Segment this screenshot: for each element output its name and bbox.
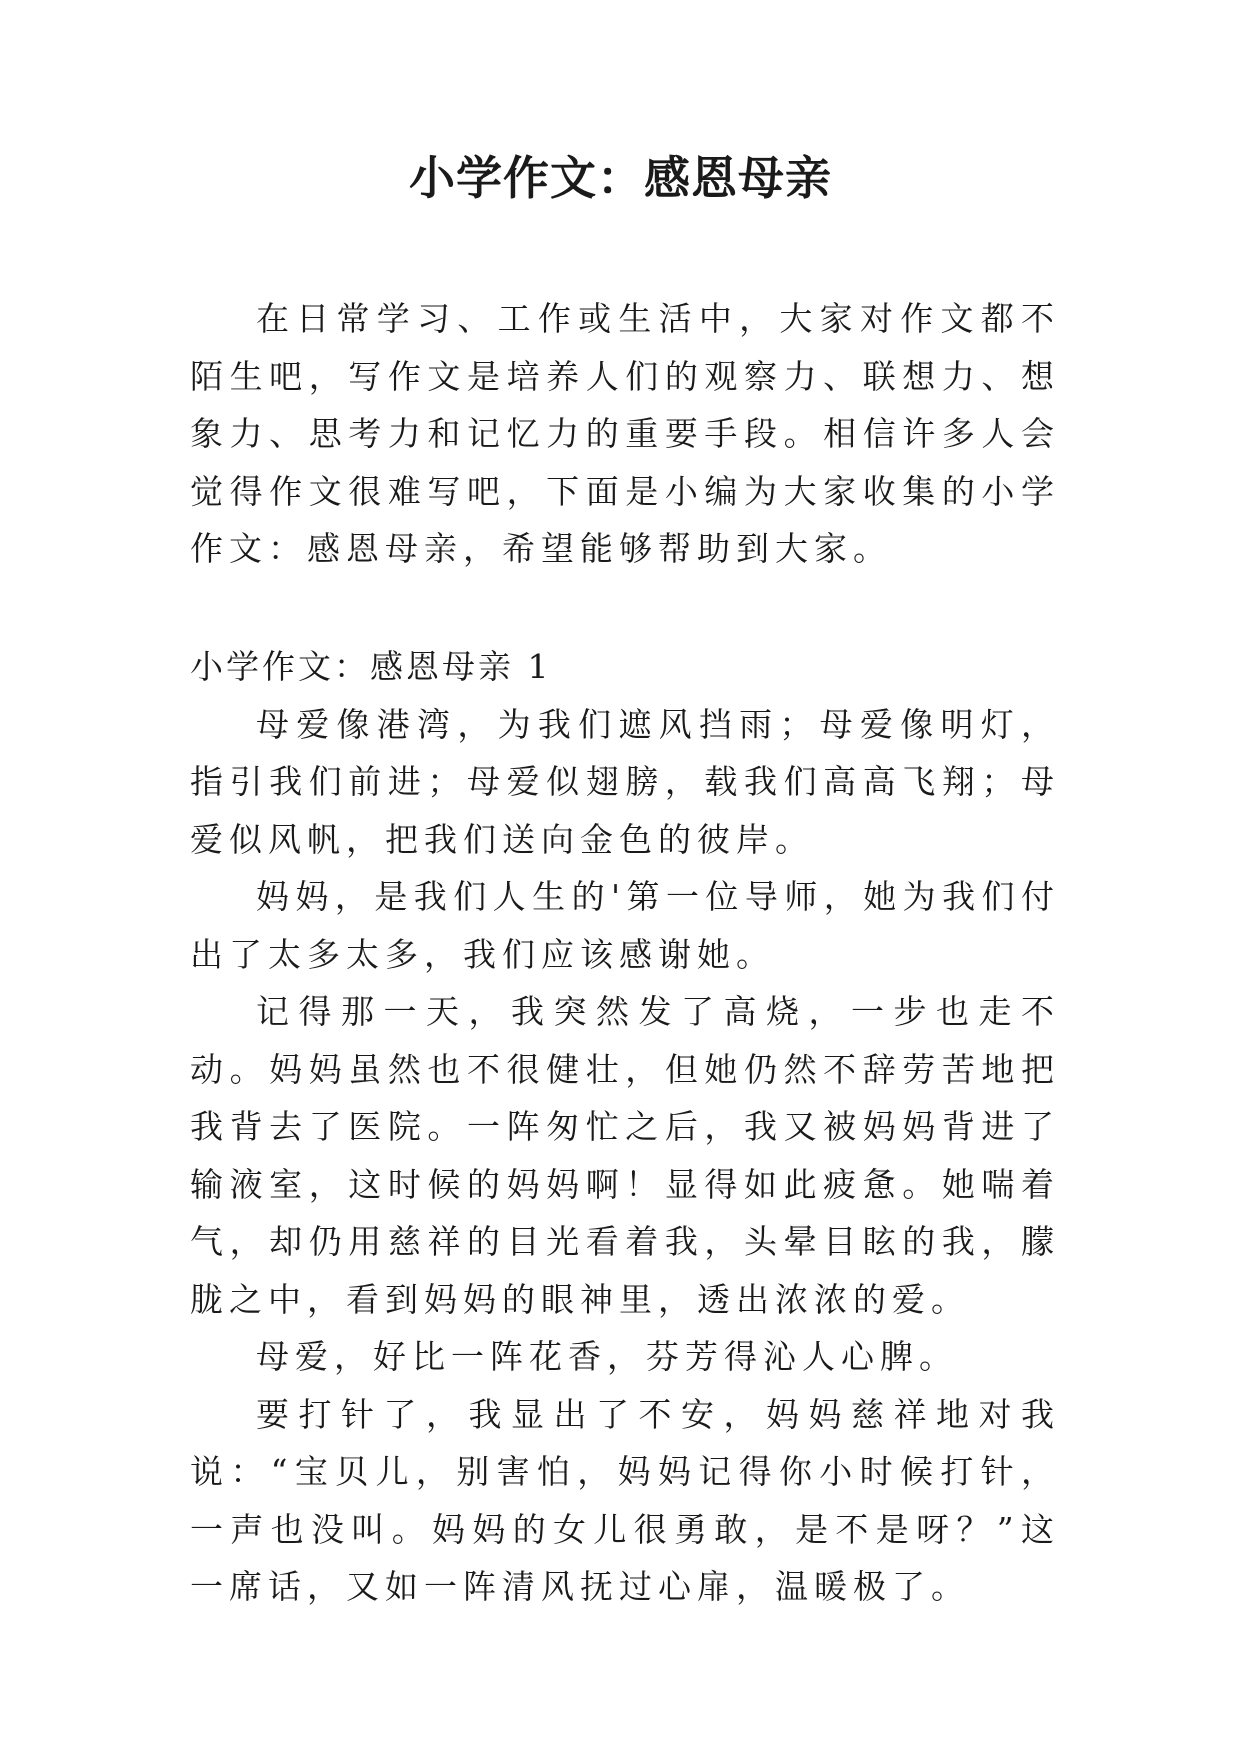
- essay-section: [190, 638, 1060, 1616]
- paragraph-4: 母爱，好比一阵花香，芬芳得沁人心脾。: [256, 1337, 958, 1376]
- intro-paragraph: 在日常学习、工作或生活中，大家对作文都不陌生吧，写作文是培养人们的观察力、联想力、想象力、思考力和记忆力的重要手段。相信许多人会觉得作文很难写吧，下面是小编为大家收集的小学作文：感恩母亲，希望能够帮助到大家。: [190, 299, 1060, 568]
- paragraph-5: 要打针了，我显出了不安，妈妈慈祥地对我说：“宝贝儿，别害怕，妈妈记得你小时候打针，一声也没叫。妈妈的女儿很勇敢，是不是呀？”这一席话，又如一阵清风抚过心扉，温暖极了。: [190, 1394, 1060, 1606]
- document-title: 小学作文：感恩母亲: [409, 151, 832, 205]
- section-heading: 小学作文：感恩母亲 1: [190, 647, 552, 686]
- paragraph-1: 母爱像港湾，为我们遮风挡雨；母爱像明灯，指引我们前进；母爱似翅膀，载我们高高飞翔；母爱似风帆，把我们送向金色的彼岸。: [190, 704, 1060, 859]
- paragraph-3: 记得那一天，我突然发了高烧，一步也走不动。妈妈虽然也不很健壮，但她仍然不辞劳苦地把我背去了医院。一阵匆忙之后，我又被妈妈背进了输液室，这时候的妈妈啊！显得如此疲惫。她喘着气，却仍用慈祥的目光看着我，头晕目眩的我，朦胧之中，看到妈妈的眼神里，透出浓浓的爱。: [190, 992, 1060, 1319]
- intro-block: [190, 290, 1060, 578]
- paragraph-2: 妈妈，是我们人生的'第一位导师，她为我们付出了太多太多，我们应该感谢她。: [190, 877, 1060, 974]
